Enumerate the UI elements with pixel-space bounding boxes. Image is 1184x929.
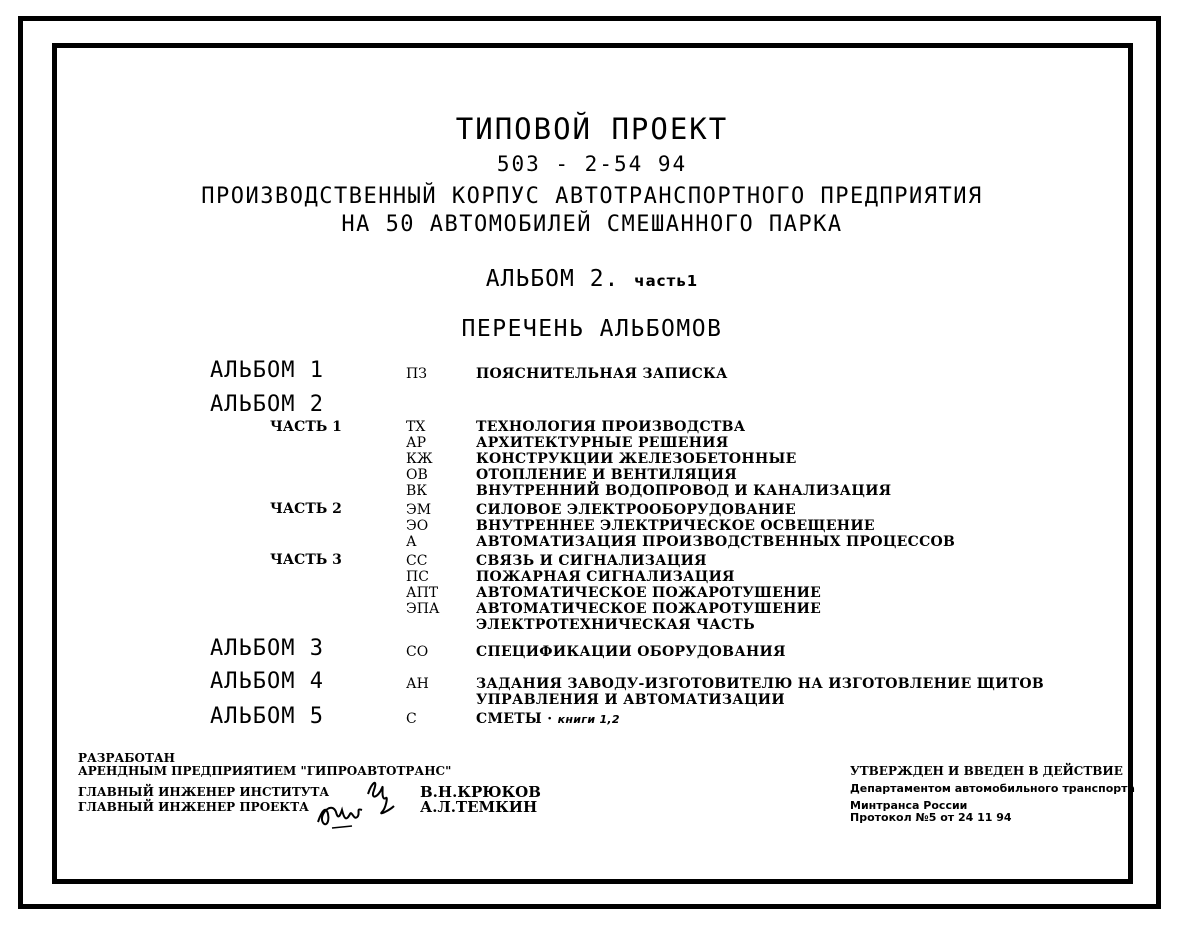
row-desc: КОНСТРУКЦИИ ЖЕЛЕЗОБЕТОННЫЕ xyxy=(476,451,797,467)
album-5-label: АЛЬБОМ 5 xyxy=(210,704,324,729)
row-abbr: АР xyxy=(406,435,427,451)
row-abbr: КЖ xyxy=(406,451,433,467)
part-2-label: ЧАСТЬ 2 xyxy=(270,501,342,517)
album-2-label: АЛЬБОМ 2 xyxy=(210,392,324,417)
row-desc: ЗАДАНИЯ ЗАВОДУ-ИЗГОТОВИТЕЛЮ НА ИЗГОТОВЛЕНИЕ ЩИТОВ xyxy=(476,676,1045,692)
signatures-image xyxy=(312,772,402,834)
chief-engineer-project: ГЛАВНЫЙ ИНЖЕНЕР ПРОЕКТА xyxy=(78,800,309,814)
approving-ministry: Минтранса России xyxy=(850,799,968,812)
row-desc: АРХИТЕКТУРНЫЕ РЕШЕНИЯ xyxy=(476,435,729,451)
row-abbr: АН xyxy=(406,676,429,692)
row-desc: ВНУТРЕННЕЕ ЭЛЕКТРИЧЕСКОЕ ОСВЕЩЕНИЕ xyxy=(476,518,875,534)
approved-label: УТВЕРЖДЕН И ВВЕДЕН В ДЕЙСТВИЕ xyxy=(850,764,1123,778)
album-heading xyxy=(0,266,1184,292)
album-list-title: ПЕРЕЧЕНЬ АЛЬБОМОВ xyxy=(461,316,723,342)
album-3-label: АЛЬБОМ 3 xyxy=(210,636,324,661)
document-title: ТИПОВОЙ ПРОЕКТ xyxy=(455,112,729,146)
row-abbr: ЭМ xyxy=(406,502,432,518)
row-desc: СВЯЗЬ И СИГНАЛИЗАЦИЯ xyxy=(476,553,707,569)
row-desc: АВТОМАТИЧЕСКОЕ ПОЖАРОТУШЕНИЕ xyxy=(476,585,822,601)
row-abbr: СС xyxy=(406,553,428,569)
row-desc: АВТОМАТИЗАЦИЯ ПРОИЗВОДСТВЕННЫХ ПРОЦЕССОВ xyxy=(476,534,956,550)
row-abbr: ВК xyxy=(406,483,428,499)
row-abbr: ТХ xyxy=(406,419,426,435)
row-desc: ПОЖАРНАЯ СИГНАЛИЗАЦИЯ xyxy=(476,569,735,585)
row-desc: ЭЛЕКТРОТЕХНИЧЕСКАЯ ЧАСТЬ xyxy=(476,617,755,633)
row-desc: ОТОПЛЕНИЕ И ВЕНТИЛЯЦИЯ xyxy=(476,467,737,483)
row-abbr: АПТ xyxy=(406,585,439,601)
row-desc: СИЛОВОЕ ЭЛЕКТРООБОРУДОВАНИЕ xyxy=(476,502,796,518)
part-1-label: ЧАСТЬ 1 xyxy=(270,419,342,435)
album-heading-part: часть1 xyxy=(634,272,699,290)
part-3-label: ЧАСТЬ 3 xyxy=(270,552,342,568)
row-abbr: ПС xyxy=(406,569,429,585)
row-desc: СПЕЦИФИКАЦИИ ОБОРУДОВАНИЯ xyxy=(476,644,786,660)
row-abbr: ОВ xyxy=(406,467,428,483)
row-desc: УПРАВЛЕНИЯ И АВТОМАТИЗАЦИИ xyxy=(476,692,785,708)
person-institute: В.Н.КРЮКОВ xyxy=(420,783,541,801)
row-abbr: С xyxy=(406,711,417,727)
project-name-line-2: НА 50 АВТОМОБИЛЕЙ СМЕШАННОГО ПАРКА xyxy=(341,212,843,237)
row-desc: ТЕХНОЛОГИЯ ПРОИЗВОДСТВА xyxy=(476,419,746,435)
project-code: 503 - 2-54 94 xyxy=(496,152,688,176)
approving-department: Департаментом автомобильного транспорта xyxy=(850,782,1135,795)
developer-org: АРЕНДНЫМ ПРЕДПРИЯТИЕМ "ГИПРОАВТОТРАНС" xyxy=(78,764,452,778)
developed-label: РАЗРАБОТАН xyxy=(78,751,175,765)
row-abbr: ПЗ xyxy=(406,366,427,382)
row-abbr: ЭО xyxy=(406,518,429,534)
smety-label: СМЕТЫ · xyxy=(476,711,553,727)
row-desc: ВНУТРЕННИЙ ВОДОПРОВОД И КАНАЛИЗАЦИЯ xyxy=(476,483,892,499)
row-desc: АВТОМАТИЧЕСКОЕ ПОЖАРОТУШЕНИЕ xyxy=(476,601,822,617)
album-4-label: АЛЬБОМ 4 xyxy=(210,669,324,694)
project-name-line-1: ПРОИЗВОДСТВЕННЫЙ КОРПУС АВТОТРАНСПОРТНОГО ПРЕДПРИЯТИЯ xyxy=(201,184,983,209)
person-project: А.Л.ТЕМКИН xyxy=(420,798,538,816)
approval-protocol: Протокол №5 от 24 11 94 xyxy=(850,811,1012,824)
row-abbr: СО xyxy=(406,644,429,660)
row-desc xyxy=(476,711,620,727)
row-abbr: ЭПА xyxy=(406,601,440,617)
chief-engineer-institute: ГЛАВНЫЙ ИНЖЕНЕР ИНСТИТУТА xyxy=(78,785,330,799)
album-1-label: АЛЬБОМ 1 xyxy=(210,358,324,383)
row-desc: ПОЯСНИТЕЛЬНАЯ ЗАПИСКА xyxy=(476,366,728,382)
album-heading-label: АЛЬБОМ 2. xyxy=(485,266,620,292)
row-abbr: А xyxy=(406,534,417,550)
smety-books: книги 1,2 xyxy=(557,713,620,726)
